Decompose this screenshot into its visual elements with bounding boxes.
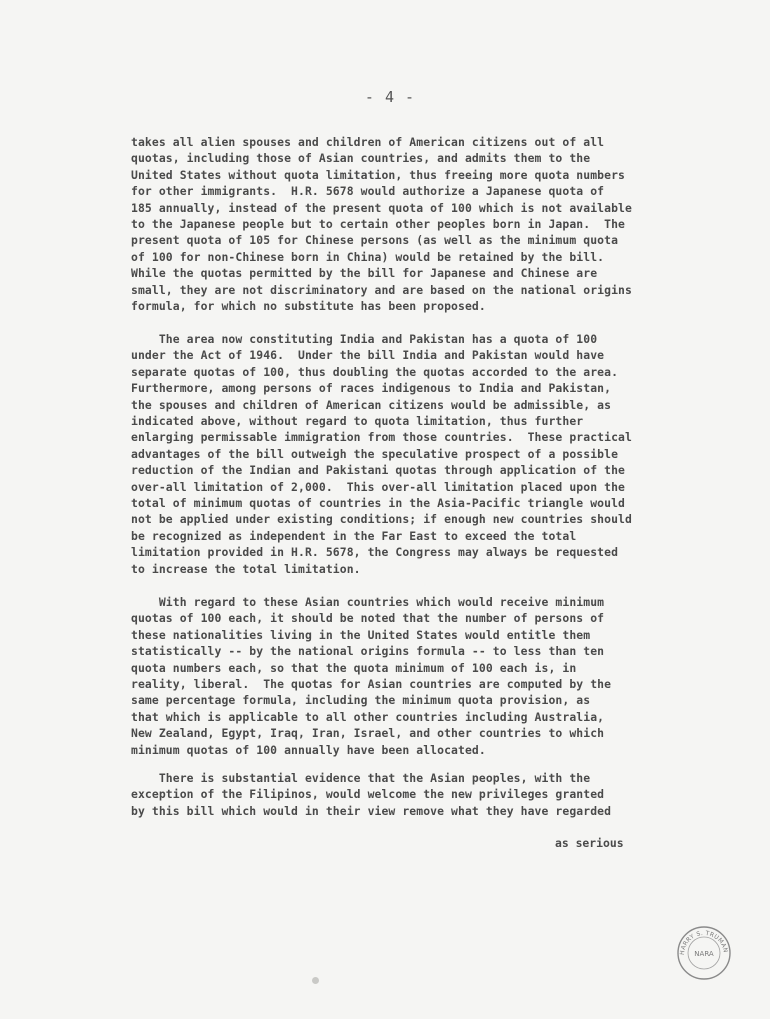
text-line: minimum quotas of 100 annually have been allocated.	[131, 742, 486, 757]
text-line: New Zealand, Egypt, Iraq, Iran, Israel, and other countries to which	[131, 726, 605, 741]
text-line: formula, for which no substitute has been proposed.	[131, 299, 486, 314]
text-line: reduction of the Indian and Pakistani quotas through application of the	[131, 463, 625, 478]
text-line: total of minimum quotas of countries in the Asia-Pacific triangle would	[131, 496, 625, 511]
text-line: to the Japanese people but to certain other peoples born in Japan. The	[131, 217, 625, 232]
text-line: under the Act of 1946. Under the bill India and Pakistan would have	[131, 348, 605, 363]
text-line: While the quotas permitted by the bill for Japanese and Chinese are	[131, 266, 598, 281]
text-line: the spouses and children of American citizens would be admissible, as	[131, 397, 612, 412]
text-line: statistically -- by the national origins formula -- to less than ten	[131, 644, 605, 659]
text-line: quota numbers each, so that the quota minimum of 100 each is, in	[131, 660, 577, 675]
text-line: The area now constituting India and Pakistan has a quota of 100	[131, 332, 598, 346]
text-line: takes all alien spouses and children of American citizens out of all	[131, 135, 605, 149]
text-line: United States without quota limitation, thus freeing more quota numbers	[131, 167, 625, 182]
text-line: of 100 for non-Chinese born in China) would be retained by the bill.	[131, 249, 605, 264]
library-stamp	[676, 925, 732, 981]
text-line: that which is applicable to all other countries including Australia,	[131, 709, 605, 724]
svg-text:NARA: NARA	[694, 950, 714, 958]
text-line: over-all limitation of 2,000. This over-all limitation placed upon the	[131, 479, 625, 494]
stamp-seal-icon	[676, 925, 732, 981]
text-line: exception of the Filipinos, would welcome the new privileges granted	[131, 787, 605, 802]
text-line: to increase the total limitation.	[131, 561, 361, 576]
text-line: indicated above, without regard to quota limitation, thus further	[131, 414, 584, 429]
text-line: advantages of the bill outweigh the speculative prospect of a possible	[131, 446, 619, 461]
text-line: reality, liberal. The quotas for Asian countries are computed by the	[131, 677, 612, 692]
text-line: There is substantial evidence that the Asian peoples, with the	[131, 771, 591, 785]
paragraph-3	[131, 594, 611, 758]
text-line: quotas of 100 each, it should be noted that the number of persons of	[131, 611, 605, 626]
text-line: be recognized as independent in the Far East to exceed the total	[131, 528, 577, 543]
text-line: for other immigrants. H.R. 5678 would authorize a Japanese quota of	[131, 184, 605, 199]
text-line: small, they are not discriminatory and are based on the national origins	[131, 282, 632, 297]
svg-text:HARRY S. TRUMAN LIBRARY: HARRY S. TRUMAN	[678, 930, 729, 956]
paragraph-1	[131, 134, 632, 314]
text-line: not be applied under existing conditions; if enough new countries should	[131, 512, 632, 527]
text-line: limitation provided in H.R. 5678, the Congress may always be requested	[131, 545, 619, 560]
punch-mark	[312, 977, 319, 984]
page-number: - 4 -	[364, 88, 416, 106]
text-line: 185 annually, instead of the present quota of 100 which is not available	[131, 200, 632, 215]
text-line: by this bill which would in their view remove what they have regarded	[131, 803, 612, 818]
paragraph-2	[131, 331, 632, 577]
text-line: Furthermore, among persons of races indigenous to India and Pakistan,	[131, 381, 612, 396]
text-line: With regard to these Asian countries which would receive minimum	[131, 595, 605, 609]
paragraph-4	[131, 770, 611, 819]
text-line: enlarging permissable immigration from those countries. These practical	[131, 430, 632, 445]
text-line: separate quotas of 100, thus doubling the quotas accorded to the area.	[131, 364, 619, 379]
text-line: present quota of 105 for Chinese persons (as well as the minimum quota	[131, 233, 619, 248]
text-line: quotas, including those of Asian countries, and admits them to the	[131, 151, 591, 166]
catchword: as serious	[555, 836, 624, 850]
text-line: these nationalities living in the United States would entitle them	[131, 627, 591, 642]
text-line: same percentage formula, including the minimum quota provision, as	[131, 693, 591, 708]
